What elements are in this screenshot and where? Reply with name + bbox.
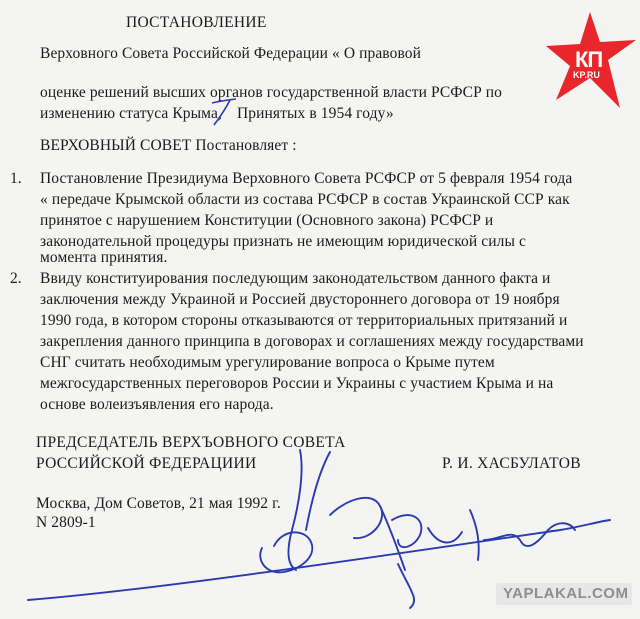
item-1-line: законодательной процедуры признать не имеющим юридической силы с xyxy=(40,233,526,250)
header-line-1: Верховного Совета Российской Федерации « О правовой xyxy=(40,45,422,62)
logo-text: КП xyxy=(575,47,603,72)
signatory-title-2: РОССИЙСКОЙ ФЕДЕРАЦИИИ xyxy=(36,455,257,472)
signatory-title-1: ПРЕДСЕДАТЕЛЬ ВЕРХЪОВНОГО СОВЕТА xyxy=(36,434,346,451)
item-1-line: « передаче Крымской области из состава РСФСР в состав Украинской ССР как xyxy=(40,191,570,208)
signatory-name: Р. И. ХАСБУЛАТОВ xyxy=(442,455,581,472)
item-2-line: межгосударственных переговоров России и Украины с участием Крыма и на xyxy=(40,375,554,392)
item-2-line: основе волеизъявления его народа. xyxy=(40,396,274,413)
item-1-line: момента принятия. xyxy=(40,249,168,266)
item-2-line: закрепления данного принципа в договорах и соглашениях между государствами xyxy=(40,333,584,350)
item-2-line: Ввиду конституирования последующим законодательством данного факта и xyxy=(40,270,551,287)
item-1-line: Постановление Президиума Верховного Совета РСФСР от 5 февраля 1954 года xyxy=(40,170,573,187)
document-title: ПОСТАНОВЛЕНИЕ xyxy=(126,14,267,31)
header-line-3a: изменению статуса Крыма, xyxy=(40,105,222,122)
item-2-line: 1990 года, в котором стороны отказываются от территориальных притязаний и xyxy=(40,312,568,329)
logo-subtext: KP.RU xyxy=(573,70,600,80)
item-number: 2. xyxy=(10,270,22,287)
document-number: N 2809-1 xyxy=(36,514,96,531)
header-line-3b: Принятых в 1954 году» xyxy=(237,105,394,122)
item-2-line: СНГ считать необходимым урегулирование вопроса о Крыме путем xyxy=(40,354,495,371)
watermark-text: YAPLAKAL.COM xyxy=(503,585,629,602)
header-line-2: оценке решений высших органов государственной власти РСФСР по xyxy=(40,84,503,101)
item-1-line: принятое с нарушением Конституции (Основного закона) РСФСР и xyxy=(40,212,494,229)
preamble: ВЕРХОВНЫЙ СОВЕТ Постановляет : xyxy=(40,137,297,154)
item-number: 1. xyxy=(10,170,22,187)
place-date: Москва, Дом Советов, 21 мая 1992 г. xyxy=(36,495,281,512)
item-2-line: заключения между Украиной и Россией двустороннего договора от 19 ноября xyxy=(40,291,560,308)
